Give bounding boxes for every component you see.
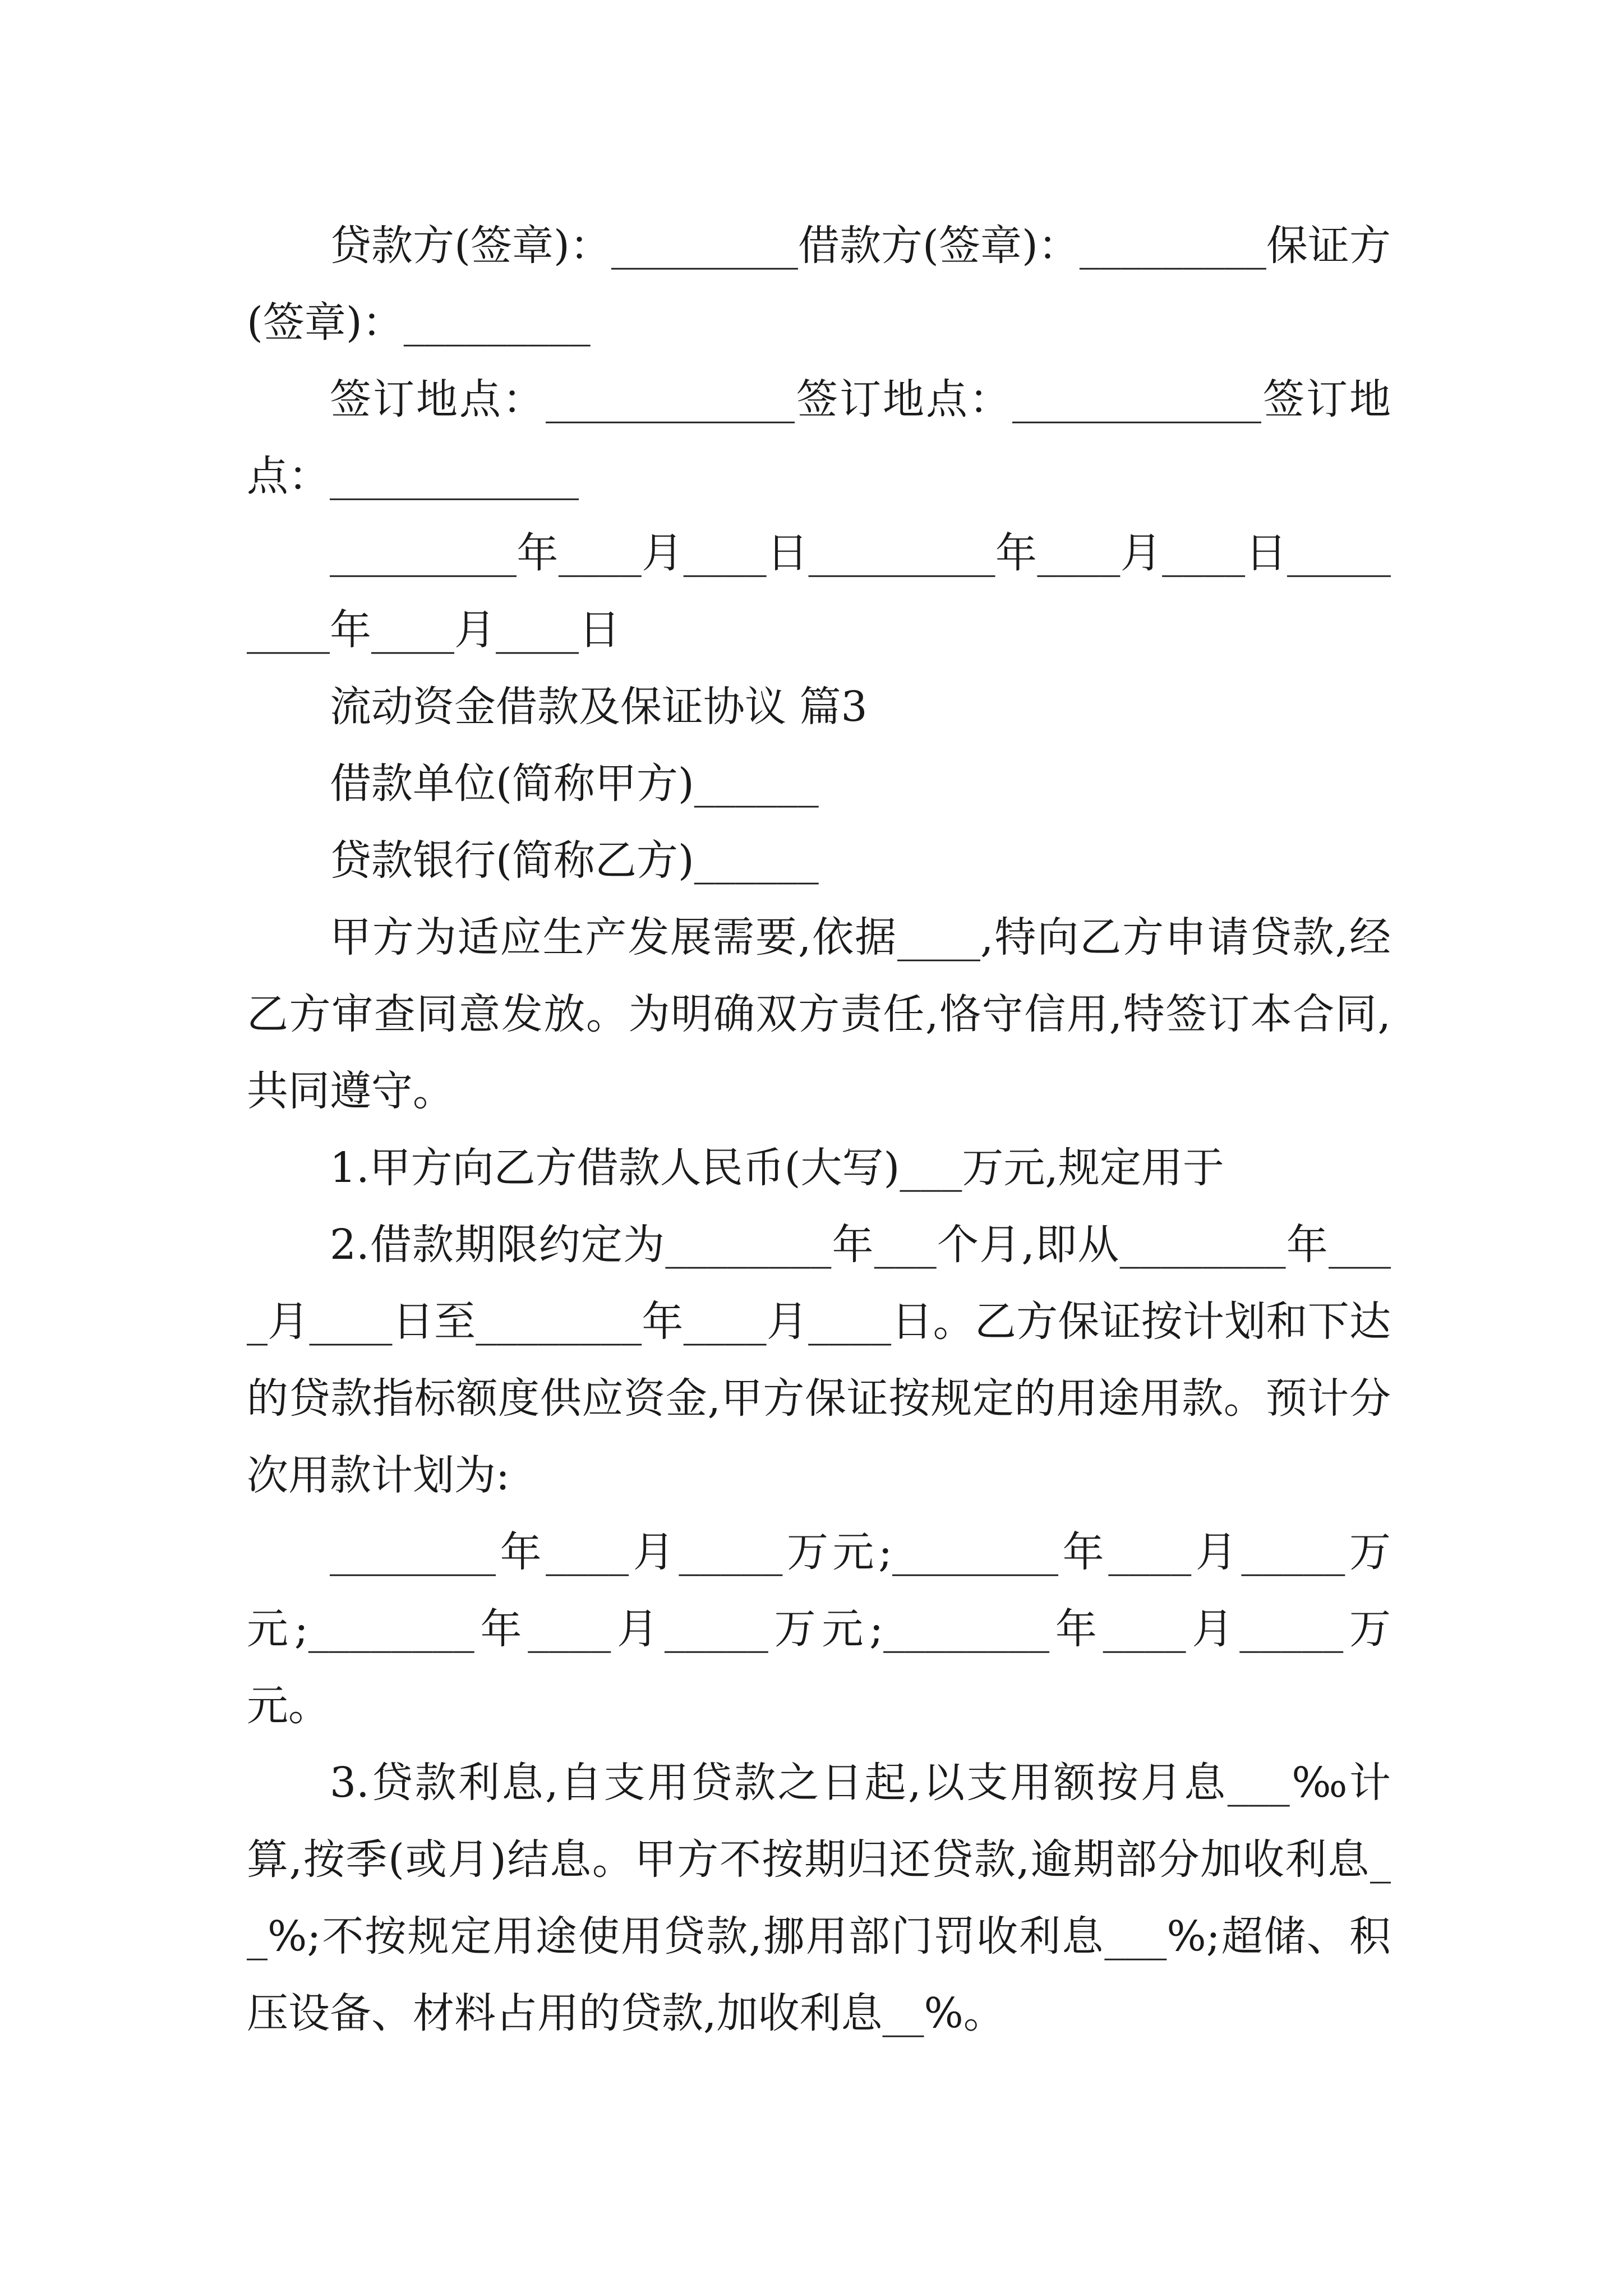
clause-1: 1.甲方向乙方借款人民币(大写)___万元,规定用于 — [330, 1144, 1224, 1192]
signing-place-line: 签订地点：____________签订地点：____________签订地点：____________ — [247, 375, 1391, 500]
usage-plan: ________年____月_____万元;________年____月_____万元;________年____月_____万元;________年____月_____万元。 — [247, 1528, 1391, 1730]
signature-line: 贷款方(签章)：_________借款方(签章)：_________保证方(签章)：_________ — [247, 222, 1391, 347]
clause-2: 2.借款期限约定为________年___个月,即从________年____月____日至________年____月____日。乙方保证按计划和下达的贷款指标额度供应资金,甲方保证按规定的用途用款。预计分次用款计划为: — [247, 1221, 1391, 1499]
borrower-line: 借款单位(简称甲方)______ — [330, 760, 819, 808]
lender-line: 贷款银行(简称乙方)______ — [330, 836, 819, 885]
clause-3: 3.贷款利息,自支用贷款之日起,以支用额按月息___‰计算,按季(或月)结息。甲方不按期归还贷款,逾期部分加收利息__%;不按规定用途使用贷款,挪用部门罚收利息___%;超储、积压设备、材料占用的贷款,加收利息__%。 — [247, 1759, 1391, 2037]
document-body — [247, 208, 1391, 2052]
date-line: _________年____月____日_________年____月____日_________年____月____日 — [247, 529, 1391, 654]
section-heading: 流动资金借款及保证协议 篇3 — [330, 683, 868, 731]
intro-paragraph: 甲方为适应生产发展需要,依据____,特向乙方申请贷款,经乙方审查同意发放。为明确双方责任,恪守信用,特签订本合同,共同遵守。 — [247, 913, 1391, 1115]
